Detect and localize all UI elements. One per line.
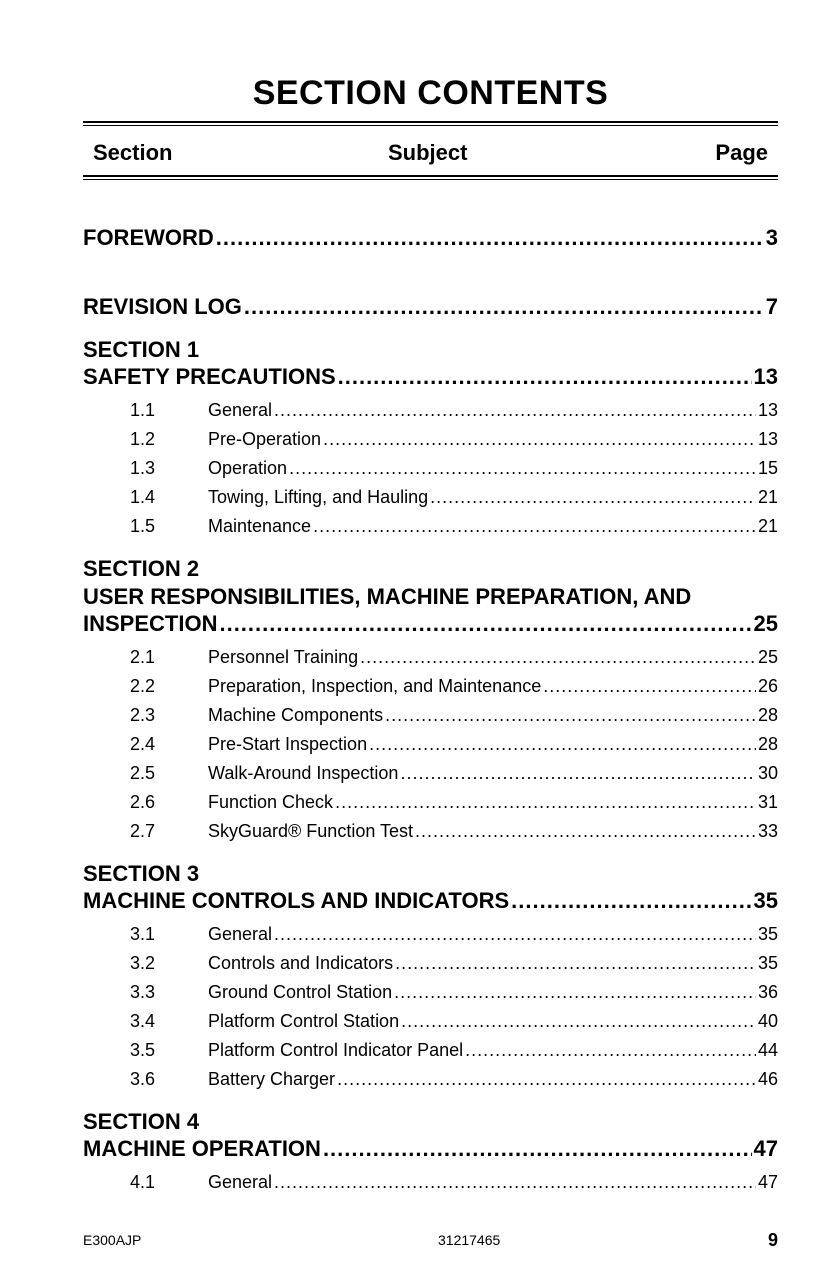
subentry-page: 13 (757, 429, 778, 449)
subentry-page: 46 (757, 1069, 778, 1089)
dot-leader (394, 978, 756, 1007)
subentry-number: 3.4 (130, 1011, 156, 1031)
toc-page (83, 0, 778, 1275)
subentry-number: 1.4 (130, 487, 156, 507)
subentry-label: Walk-Around Inspection (208, 763, 399, 783)
subentry-page: 36 (757, 982, 778, 1002)
subentry-label: Maintenance (208, 516, 312, 536)
section-3-heading: SECTION 3 (83, 861, 200, 886)
section-2-subentries (83, 643, 778, 846)
toc-entry-label: INSPECTION (83, 611, 218, 636)
footer-part-number: 31217465 (438, 1232, 501, 1248)
subentry-number: 2.2 (130, 676, 156, 696)
subentry-number: 2.7 (130, 821, 156, 841)
subentry-number: 2.3 (130, 705, 156, 725)
toc-entry-section-3[interactable] (83, 888, 778, 914)
toc-subentry[interactable] (83, 1007, 778, 1036)
toc-list (83, 205, 778, 1197)
subentry-label: Battery Charger (208, 1069, 336, 1089)
header-bottom-rule (83, 175, 778, 180)
subentry-label: Function Check (208, 792, 334, 812)
subentry-label: Platform Control Indicator Panel (208, 1040, 464, 1060)
toc-subentry[interactable] (83, 730, 778, 759)
dot-leader (323, 425, 756, 454)
column-header (83, 140, 778, 170)
toc-subentry[interactable] (83, 454, 778, 483)
subentry-number: 2.4 (130, 734, 156, 754)
toc-entry-foreword[interactable] (83, 225, 778, 251)
subentry-page: 35 (757, 924, 778, 944)
dot-leader (274, 920, 756, 949)
subentry-page: 44 (757, 1040, 778, 1060)
subentry-number: 2.5 (130, 763, 156, 783)
section-1-heading: SECTION 1 (83, 337, 200, 362)
subentry-label: General (208, 1172, 273, 1192)
dot-leader (401, 1007, 756, 1036)
toc-subentry[interactable] (83, 978, 778, 1007)
dot-leader (369, 730, 756, 759)
dot-leader (313, 512, 756, 541)
page-column-label: Page (715, 140, 768, 165)
toc-subentry[interactable] (83, 759, 778, 788)
dot-leader (430, 483, 756, 512)
toc-subentry[interactable] (83, 512, 778, 541)
subentry-number: 1.1 (130, 400, 156, 420)
subentry-page: 13 (757, 400, 778, 420)
subentry-number: 1.3 (130, 458, 156, 478)
toc-subentry[interactable] (83, 425, 778, 454)
section-3-subentries (83, 920, 778, 1094)
toc-entry-page: 3 (765, 225, 778, 250)
toc-entry-label: SAFETY PRECAUTIONS (83, 364, 336, 389)
subentry-number: 2.6 (130, 792, 156, 812)
dot-leader (385, 701, 756, 730)
section-1-subentries (83, 396, 778, 541)
dot-leader (219, 611, 751, 637)
toc-subentry[interactable] (83, 701, 778, 730)
dot-leader (360, 643, 756, 672)
toc-entry-page: 35 (753, 888, 778, 913)
dot-leader (216, 225, 764, 251)
toc-subentry[interactable] (83, 1168, 778, 1197)
subentry-number: 3.2 (130, 953, 156, 973)
dot-leader (274, 396, 756, 425)
dot-leader (415, 817, 756, 846)
toc-entry-section-1[interactable] (83, 364, 778, 390)
subentry-number: 2.1 (130, 647, 156, 667)
subentry-number: 4.1 (130, 1172, 156, 1192)
toc-entry-page: 47 (753, 1136, 778, 1161)
subentry-label: Machine Components (208, 705, 384, 725)
subentry-number: 3.3 (130, 982, 156, 1002)
header-top-rule (83, 121, 778, 126)
subentry-number: 1.2 (130, 429, 156, 449)
subentry-page: 30 (757, 763, 778, 783)
subentry-label: Preparation, Inspection, and Maintenance (208, 676, 542, 696)
footer-model: E300AJP (83, 1232, 142, 1248)
subentry-label: Pre-Operation (208, 429, 322, 449)
toc-subentry[interactable] (83, 483, 778, 512)
toc-entry-section-4[interactable] (83, 1136, 778, 1162)
toc-subentry[interactable] (83, 1065, 778, 1094)
footer-page-number: 9 (767, 1230, 778, 1250)
page-title: SECTION CONTENTS (252, 74, 609, 112)
dot-leader (337, 1065, 756, 1094)
toc-entry-label: MACHINE OPERATION (83, 1136, 321, 1161)
toc-subentry[interactable] (83, 920, 778, 949)
subentry-page: 35 (757, 953, 778, 973)
dot-leader (338, 364, 752, 390)
subentry-page: 21 (757, 487, 778, 507)
section-2-title-line1: USER RESPONSIBILITIES, MACHINE PREPARATION, AND (83, 584, 692, 609)
toc-entry-section-2[interactable] (83, 611, 778, 637)
toc-subentry[interactable] (83, 1036, 778, 1065)
toc-subentry[interactable] (83, 817, 778, 846)
subentry-label: Towing, Lifting, and Hauling (208, 487, 429, 507)
dot-leader (244, 294, 764, 320)
subentry-label: SkyGuard® Function Test (208, 821, 414, 841)
subentry-page: 25 (757, 647, 778, 667)
subentry-page: 31 (757, 792, 778, 812)
subentry-label: General (208, 400, 273, 420)
subentry-page: 33 (757, 821, 778, 841)
dot-leader (274, 1168, 756, 1197)
subentry-label: Controls and Indicators (208, 953, 394, 973)
section-4-subentries (83, 1168, 778, 1197)
subentry-page: 15 (757, 458, 778, 478)
subentry-page: 47 (757, 1172, 778, 1192)
toc-entry-label: FOREWORD (83, 225, 214, 250)
toc-entry-revision-log[interactable] (83, 294, 778, 320)
toc-entry-page: 25 (753, 611, 778, 636)
section-column-label: Section (93, 140, 173, 165)
subject-column-label: Subject (388, 140, 468, 165)
section-4-heading: SECTION 4 (83, 1109, 200, 1134)
dot-leader (335, 788, 756, 817)
subentry-number: 3.6 (130, 1069, 156, 1089)
toc-subentry[interactable] (83, 643, 778, 672)
subentry-label: Platform Control Station (208, 1011, 400, 1031)
dot-leader (395, 949, 756, 978)
toc-entry-page: 13 (753, 364, 778, 389)
subentry-label: Pre-Start Inspection (208, 734, 368, 754)
dot-leader (543, 672, 756, 701)
subentry-label: Operation (208, 458, 288, 478)
subentry-number: 3.5 (130, 1040, 156, 1060)
subentry-page: 40 (757, 1011, 778, 1031)
dot-leader (400, 759, 756, 788)
subentry-label: General (208, 924, 273, 944)
subentry-number: 3.1 (130, 924, 156, 944)
subentry-page: 21 (757, 516, 778, 536)
subentry-number: 1.5 (130, 516, 156, 536)
toc-subentry[interactable] (83, 396, 778, 425)
subentry-page: 28 (757, 734, 778, 754)
subentry-page: 28 (757, 705, 778, 725)
dot-leader (289, 454, 756, 483)
toc-subentry[interactable] (83, 672, 778, 701)
dot-leader (465, 1036, 756, 1065)
dot-leader (511, 888, 751, 914)
subentry-page: 26 (757, 676, 778, 696)
toc-entry-label: MACHINE CONTROLS AND INDICATORS (83, 888, 510, 913)
subentry-label: Personnel Training (208, 647, 359, 667)
toc-entry-page: 7 (765, 294, 778, 319)
toc-subentry[interactable] (83, 949, 778, 978)
toc-entry-label: REVISION LOG (83, 294, 242, 319)
subentry-label: Ground Control Station (208, 982, 393, 1002)
toc-subentry[interactable] (83, 788, 778, 817)
dot-leader (323, 1136, 752, 1162)
section-2-heading: SECTION 2 (83, 556, 200, 581)
